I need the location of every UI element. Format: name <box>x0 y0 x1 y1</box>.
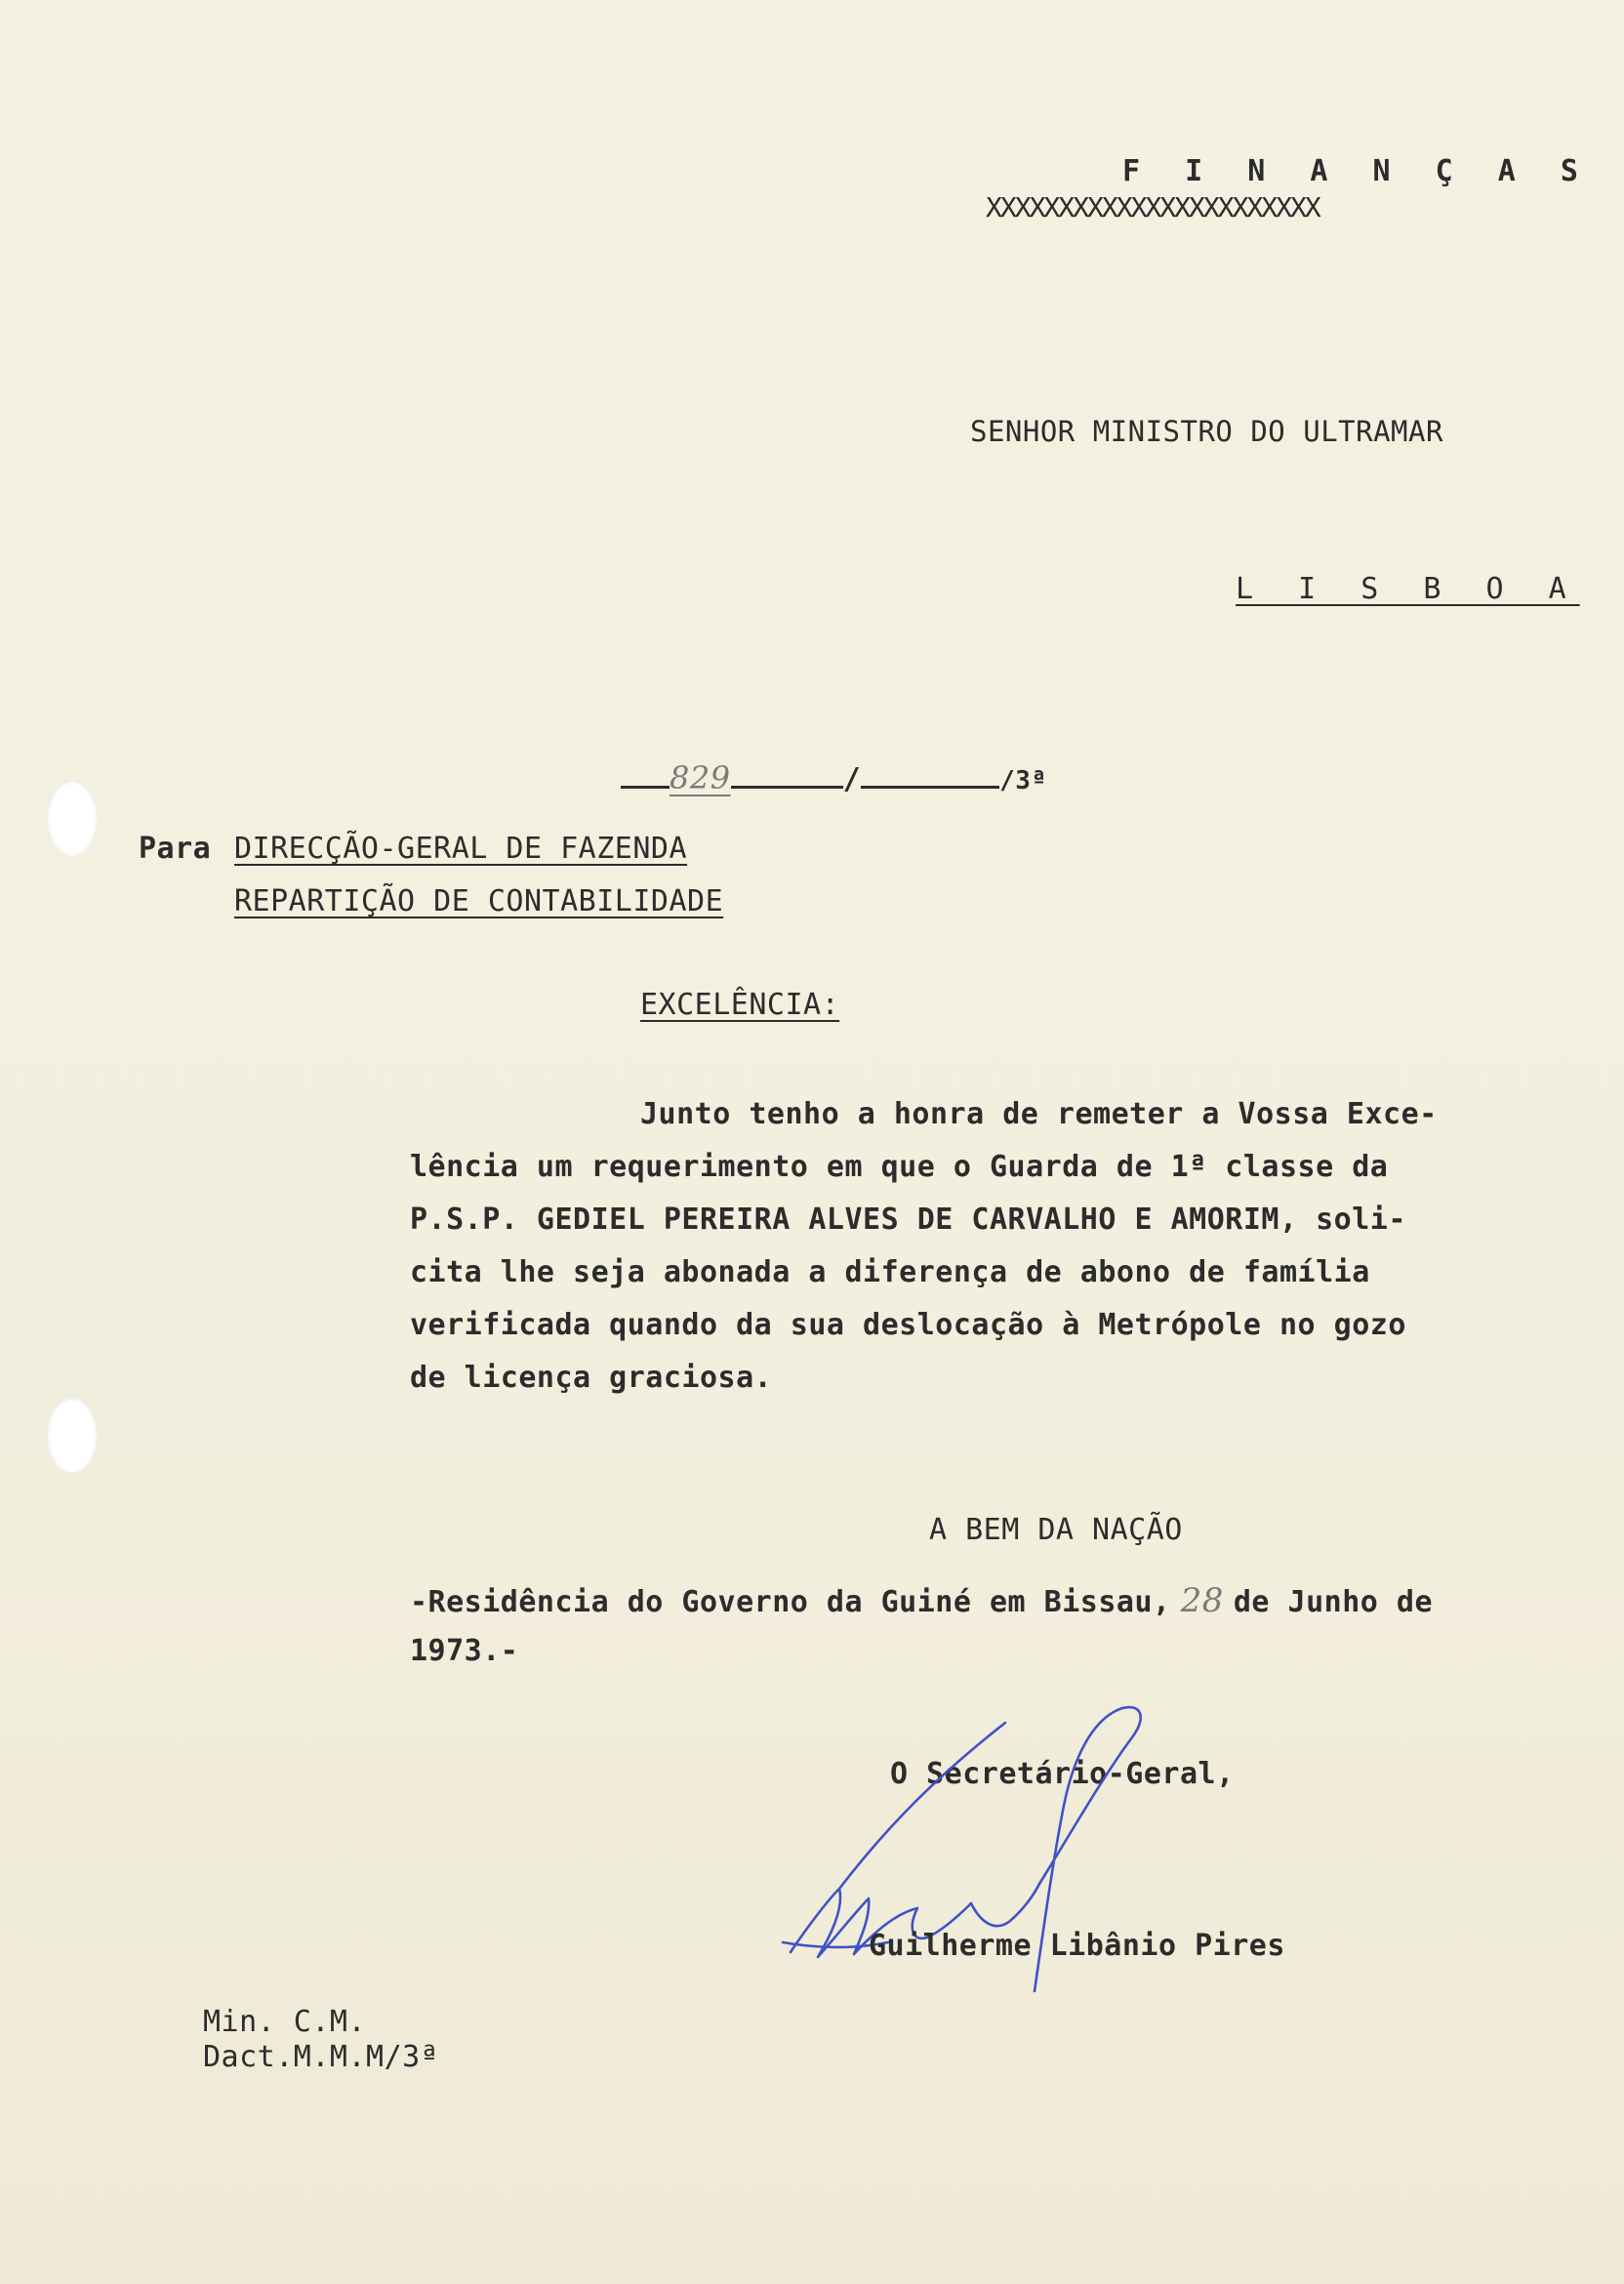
salutation: EXCELÊNCIA: <box>640 988 840 1022</box>
department-strikeout: XXXXXXXXXXXXXXXXXXXXXXX <box>986 191 1320 224</box>
signature-name: Guilherme Libânio Pires <box>869 1929 1285 1963</box>
reference-suffix: /3ª <box>999 766 1047 795</box>
closing-day: 28 <box>1180 1581 1224 1620</box>
reference-line: 829 / /3ª <box>621 759 1047 796</box>
destination-prefix: Para <box>139 832 212 866</box>
closing-place-line1 <box>410 1581 1433 1620</box>
punch-hole-bottom <box>47 1398 98 1474</box>
reference-number: 829 <box>670 759 731 796</box>
footer-line1: Min. C.M. <box>203 2005 367 2039</box>
body-line-3: P.S.P. GEDIEL PEREIRA ALVES DE CARVALHO E AMORIM, soli- <box>410 1203 1406 1237</box>
signature-role: O Secretário-Geral, <box>890 1757 1235 1791</box>
destination-line1: DIRECÇÃO-GERAL DE FAZENDA <box>234 832 688 866</box>
department-heading: F I N A N Ç A S <box>1122 154 1592 188</box>
closing-place-b: de Junho de <box>1233 1585 1434 1619</box>
body-line-6: de licença graciosa. <box>410 1361 773 1395</box>
closing-place-line2: 1973.- <box>410 1634 519 1668</box>
destination-line2: REPARTIÇÃO DE CONTABILIDADE <box>234 884 724 918</box>
addressee-city: L I S B O A <box>1236 572 1580 606</box>
closing-place-a: -Residência do Governo da Guiné em Bissau, <box>410 1585 1171 1619</box>
handwritten-signature <box>771 1698 1357 2011</box>
addressee-title: SENHOR MINISTRO DO ULTRAMAR <box>970 415 1443 448</box>
body-line-2: lência um requerimento em que o Guarda de 1ª classe da <box>410 1150 1389 1184</box>
punch-hole-top <box>47 781 98 857</box>
body-line-5: verificada quando da sua deslocação à Metrópole no gozo <box>410 1308 1406 1342</box>
closing-motto: A BEM DA NAÇÃO <box>929 1513 1183 1547</box>
footer-line2: Dact.M.M.M/3ª <box>203 2040 439 2074</box>
body-line-4: cita lhe seja abonada a diferença de abono de família <box>410 1255 1370 1289</box>
body-line-1: Junto tenho a honra de remeter a Vossa Exce- <box>640 1097 1438 1131</box>
